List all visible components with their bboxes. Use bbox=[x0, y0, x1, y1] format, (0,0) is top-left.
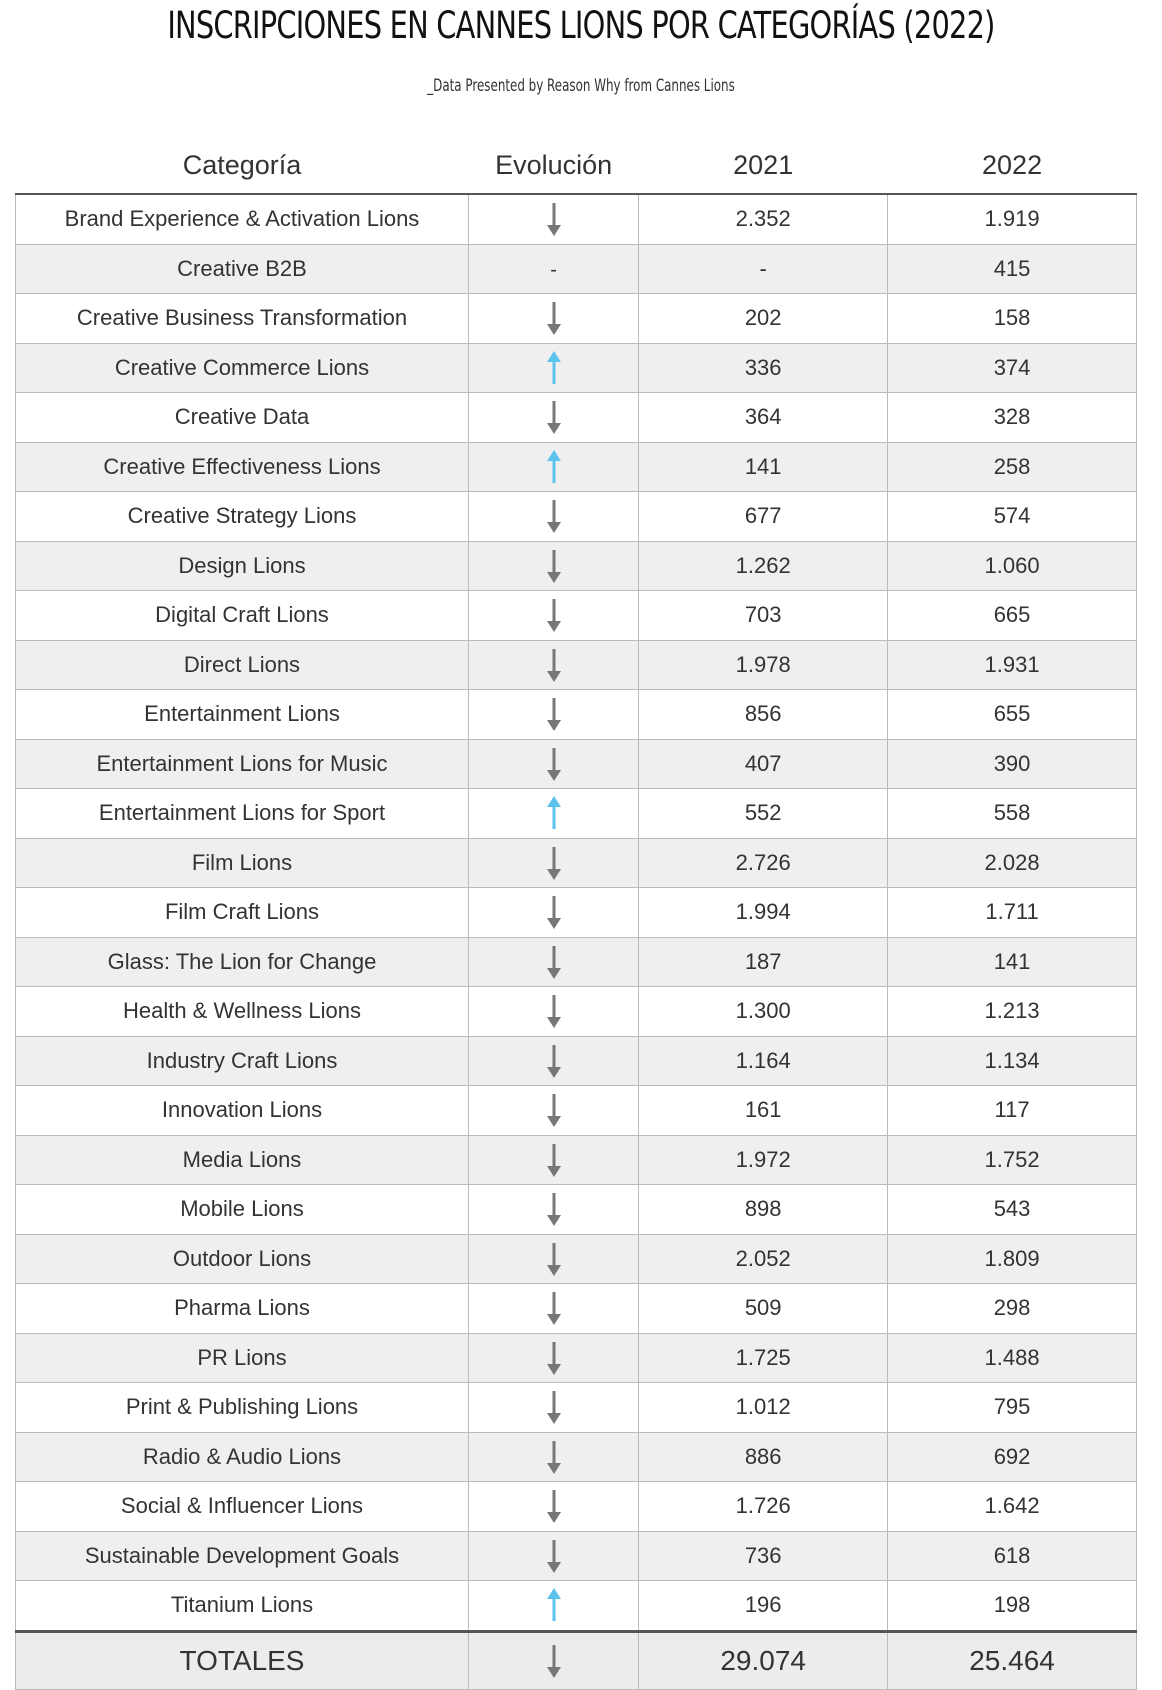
arrow-down-icon bbox=[546, 1043, 562, 1079]
cell-category: Social & Influencer Lions bbox=[16, 1482, 469, 1532]
cell-2022: 374 bbox=[888, 343, 1137, 393]
cell-trend bbox=[468, 838, 638, 888]
arrow-down-icon bbox=[546, 1439, 562, 1475]
table-row bbox=[16, 640, 1137, 690]
cell-trend bbox=[468, 1234, 638, 1284]
cell-trend bbox=[468, 294, 638, 344]
cell-2021: 677 bbox=[639, 492, 888, 542]
table-row bbox=[16, 1135, 1137, 1185]
cell-category: Design Lions bbox=[16, 541, 469, 591]
cell-trend bbox=[468, 937, 638, 987]
cell-category: Radio & Audio Lions bbox=[16, 1432, 469, 1482]
cell-category: Creative B2B bbox=[16, 244, 469, 294]
cell-2021: 509 bbox=[639, 1284, 888, 1334]
cell-2021: 898 bbox=[639, 1185, 888, 1235]
cell-2022: 655 bbox=[888, 690, 1137, 740]
cell-2022: 2.028 bbox=[888, 838, 1137, 888]
arrow-down-icon bbox=[546, 597, 562, 633]
arrow-up-icon bbox=[546, 1587, 562, 1623]
table-row bbox=[16, 1383, 1137, 1433]
cell-2022: 574 bbox=[888, 492, 1137, 542]
cell-2021: 2.052 bbox=[639, 1234, 888, 1284]
cell-trend bbox=[468, 1185, 638, 1235]
table-row bbox=[16, 1036, 1137, 1086]
arrow-down-icon bbox=[546, 1191, 562, 1227]
arrow-down-icon bbox=[546, 845, 562, 881]
cell-category: Creative Commerce Lions bbox=[16, 343, 469, 393]
cell-2022: 141 bbox=[888, 937, 1137, 987]
cell-trend bbox=[468, 1531, 638, 1581]
cell-2022: 1.711 bbox=[888, 888, 1137, 938]
cell-trend bbox=[468, 1036, 638, 1086]
cell-2022: 1.213 bbox=[888, 987, 1137, 1037]
arrow-down-icon bbox=[546, 1488, 562, 1524]
cell-2022: 1.488 bbox=[888, 1333, 1137, 1383]
cell-2022: 298 bbox=[888, 1284, 1137, 1334]
cell-2021: 856 bbox=[639, 690, 888, 740]
cell-category: Film Lions bbox=[16, 838, 469, 888]
cell-2021: 2.726 bbox=[639, 838, 888, 888]
cell-2022: 415 bbox=[888, 244, 1137, 294]
cell-category: Direct Lions bbox=[16, 640, 469, 690]
cell-2021: 1.725 bbox=[639, 1333, 888, 1383]
cell-2022: 543 bbox=[888, 1185, 1137, 1235]
cell-trend bbox=[468, 343, 638, 393]
cell-trend bbox=[468, 1333, 638, 1383]
table-header-row bbox=[16, 138, 1137, 194]
table-row bbox=[16, 194, 1137, 244]
table-body bbox=[16, 194, 1137, 1689]
cell-category: Media Lions bbox=[16, 1135, 469, 1185]
table-row bbox=[16, 343, 1137, 393]
cell-2022: 1.060 bbox=[888, 541, 1137, 591]
cell-2022: 1.809 bbox=[888, 1234, 1137, 1284]
column-header-categoria: Categoría bbox=[16, 138, 469, 194]
arrow-up-icon bbox=[546, 350, 562, 386]
cell-2021: 1.978 bbox=[639, 640, 888, 690]
arrow-down-icon bbox=[546, 548, 562, 584]
cell-2021: 886 bbox=[639, 1432, 888, 1482]
table-row bbox=[16, 1432, 1137, 1482]
arrow-down-icon bbox=[546, 498, 562, 534]
table-row bbox=[16, 987, 1137, 1037]
table-row bbox=[16, 1333, 1137, 1383]
cell-2022: 1.642 bbox=[888, 1482, 1137, 1532]
table-row bbox=[16, 1482, 1137, 1532]
arrow-down-icon bbox=[546, 746, 562, 782]
cell-2022: 258 bbox=[888, 442, 1137, 492]
cell-category: Entertainment Lions for Music bbox=[16, 739, 469, 789]
cell-category: Mobile Lions bbox=[16, 1185, 469, 1235]
cell-2021: 364 bbox=[639, 393, 888, 443]
table-row bbox=[16, 1581, 1137, 1632]
arrow-down-icon bbox=[546, 647, 562, 683]
table-row bbox=[16, 442, 1137, 492]
cell-category: Health & Wellness Lions bbox=[16, 987, 469, 1037]
cell-trend bbox=[468, 888, 638, 938]
cell-category: Creative Effectiveness Lions bbox=[16, 442, 469, 492]
cell-category: Creative Strategy Lions bbox=[16, 492, 469, 542]
cell-2021: 703 bbox=[639, 591, 888, 641]
table-row bbox=[16, 937, 1137, 987]
arrow-down-icon bbox=[546, 1643, 562, 1679]
cell-trend bbox=[468, 1482, 638, 1532]
arrow-down-icon bbox=[546, 696, 562, 732]
arrow-down-icon bbox=[546, 944, 562, 980]
entries-table bbox=[15, 138, 1137, 1690]
table-row bbox=[16, 690, 1137, 740]
cell-2021: 552 bbox=[639, 789, 888, 839]
arrow-down-icon bbox=[546, 1290, 562, 1326]
cell-category: Glass: The Lion for Change bbox=[16, 937, 469, 987]
cell-2021: 1.262 bbox=[639, 541, 888, 591]
cell-trend bbox=[468, 1086, 638, 1136]
arrow-down-icon bbox=[546, 1389, 562, 1425]
column-header-2021: 2021 bbox=[639, 138, 888, 194]
page-title: INSCRIPCIONES EN CANNES LIONS POR CATEGORÍAS (2022) bbox=[167, 4, 995, 47]
arrow-down-icon bbox=[546, 1241, 562, 1277]
totals-row bbox=[16, 1631, 1137, 1689]
cell-trend bbox=[468, 789, 638, 839]
cell-2021: 1.994 bbox=[639, 888, 888, 938]
cell-category: Creative Business Transformation bbox=[16, 294, 469, 344]
table-row bbox=[16, 838, 1137, 888]
cell-trend bbox=[468, 1383, 638, 1433]
cell-2021: 1.726 bbox=[639, 1482, 888, 1532]
arrow-down-icon bbox=[546, 1340, 562, 1376]
cell-2022: 1.931 bbox=[888, 640, 1137, 690]
table-row bbox=[16, 789, 1137, 839]
cell-2021: 1.164 bbox=[639, 1036, 888, 1086]
table-row bbox=[16, 244, 1137, 294]
cell-trend bbox=[468, 194, 638, 244]
cell-category: Titanium Lions bbox=[16, 1581, 469, 1632]
cell-category: Entertainment Lions bbox=[16, 690, 469, 740]
arrow-down-icon bbox=[546, 399, 562, 435]
cell-2022: 795 bbox=[888, 1383, 1137, 1433]
cell-2022: 1.752 bbox=[888, 1135, 1137, 1185]
cell-2021: 29.074 bbox=[639, 1631, 888, 1689]
table-row bbox=[16, 492, 1137, 542]
cell-2021: - bbox=[639, 244, 888, 294]
cell-category: Brand Experience & Activation Lions bbox=[16, 194, 469, 244]
cell-category: Pharma Lions bbox=[16, 1284, 469, 1334]
arrow-down-icon bbox=[546, 993, 562, 1029]
cell-category: Innovation Lions bbox=[16, 1086, 469, 1136]
cell-category: Film Craft Lions bbox=[16, 888, 469, 938]
table-row bbox=[16, 591, 1137, 641]
cell-trend bbox=[468, 442, 638, 492]
table-row bbox=[16, 1086, 1137, 1136]
cell-2022: 665 bbox=[888, 591, 1137, 641]
arrow-down-icon bbox=[546, 1538, 562, 1574]
cell-category: Digital Craft Lions bbox=[16, 591, 469, 641]
cell-2021: 1.300 bbox=[639, 987, 888, 1037]
cell-2022: 198 bbox=[888, 1581, 1137, 1632]
cell-2021: 736 bbox=[639, 1531, 888, 1581]
cell-category: Sustainable Development Goals bbox=[16, 1531, 469, 1581]
cell-2022: 1.919 bbox=[888, 194, 1137, 244]
cell-2022: 618 bbox=[888, 1531, 1137, 1581]
arrow-down-icon bbox=[546, 201, 562, 237]
cell-category: Outdoor Lions bbox=[16, 1234, 469, 1284]
cell-trend bbox=[468, 690, 638, 740]
cell-2021: 336 bbox=[639, 343, 888, 393]
table-row bbox=[16, 1234, 1137, 1284]
cell-2022: 692 bbox=[888, 1432, 1137, 1482]
cell-category: Creative Data bbox=[16, 393, 469, 443]
cell-2021: 196 bbox=[639, 1581, 888, 1632]
cell-2022: 158 bbox=[888, 294, 1137, 344]
arrow-up-icon bbox=[546, 449, 562, 485]
cell-trend bbox=[468, 1135, 638, 1185]
table-row bbox=[16, 1531, 1137, 1581]
cell-2021: 141 bbox=[639, 442, 888, 492]
arrow-down-icon bbox=[546, 1142, 562, 1178]
cell-2021: 1.972 bbox=[639, 1135, 888, 1185]
cell-trend bbox=[468, 1631, 638, 1689]
column-header-2022: 2022 bbox=[888, 138, 1137, 194]
cell-2022: 328 bbox=[888, 393, 1137, 443]
cell-category: PR Lions bbox=[16, 1333, 469, 1383]
cell-category: Industry Craft Lions bbox=[16, 1036, 469, 1086]
column-header-evolucion: Evolución bbox=[468, 138, 638, 194]
cell-trend bbox=[468, 1581, 638, 1632]
table-row bbox=[16, 888, 1137, 938]
cell-trend bbox=[468, 393, 638, 443]
cell-trend bbox=[468, 591, 638, 641]
cell-2022: 390 bbox=[888, 739, 1137, 789]
table-row bbox=[16, 739, 1137, 789]
cell-category: Entertainment Lions for Sport bbox=[16, 789, 469, 839]
cell-2021: 2.352 bbox=[639, 194, 888, 244]
cell-trend bbox=[468, 1432, 638, 1482]
arrow-down-icon bbox=[546, 894, 562, 930]
cell-trend bbox=[468, 244, 638, 294]
cell-2021: 202 bbox=[639, 294, 888, 344]
cell-category: TOTALES bbox=[16, 1631, 469, 1689]
cell-trend-dash: - bbox=[550, 258, 557, 281]
cell-2021: 1.012 bbox=[639, 1383, 888, 1433]
table-row bbox=[16, 294, 1137, 344]
cell-trend bbox=[468, 739, 638, 789]
cell-trend bbox=[468, 1284, 638, 1334]
cell-2022: 117 bbox=[888, 1086, 1137, 1136]
table-row bbox=[16, 1284, 1137, 1334]
arrow-up-icon bbox=[546, 795, 562, 831]
cell-trend bbox=[468, 640, 638, 690]
cell-2021: 187 bbox=[639, 937, 888, 987]
cell-2022: 1.134 bbox=[888, 1036, 1137, 1086]
table-row bbox=[16, 393, 1137, 443]
page-subtitle: _Data Presented by Reason Why from Cannes Lions bbox=[427, 76, 735, 96]
table-row bbox=[16, 541, 1137, 591]
table-row bbox=[16, 1185, 1137, 1235]
cell-2021: 161 bbox=[639, 1086, 888, 1136]
cell-2022: 25.464 bbox=[888, 1631, 1137, 1689]
cell-trend bbox=[468, 541, 638, 591]
cell-trend bbox=[468, 987, 638, 1037]
cell-trend bbox=[468, 492, 638, 542]
cell-2021: 407 bbox=[639, 739, 888, 789]
arrow-down-icon bbox=[546, 300, 562, 336]
arrow-down-icon bbox=[546, 1092, 562, 1128]
cell-category: Print & Publishing Lions bbox=[16, 1383, 469, 1433]
cell-2022: 558 bbox=[888, 789, 1137, 839]
